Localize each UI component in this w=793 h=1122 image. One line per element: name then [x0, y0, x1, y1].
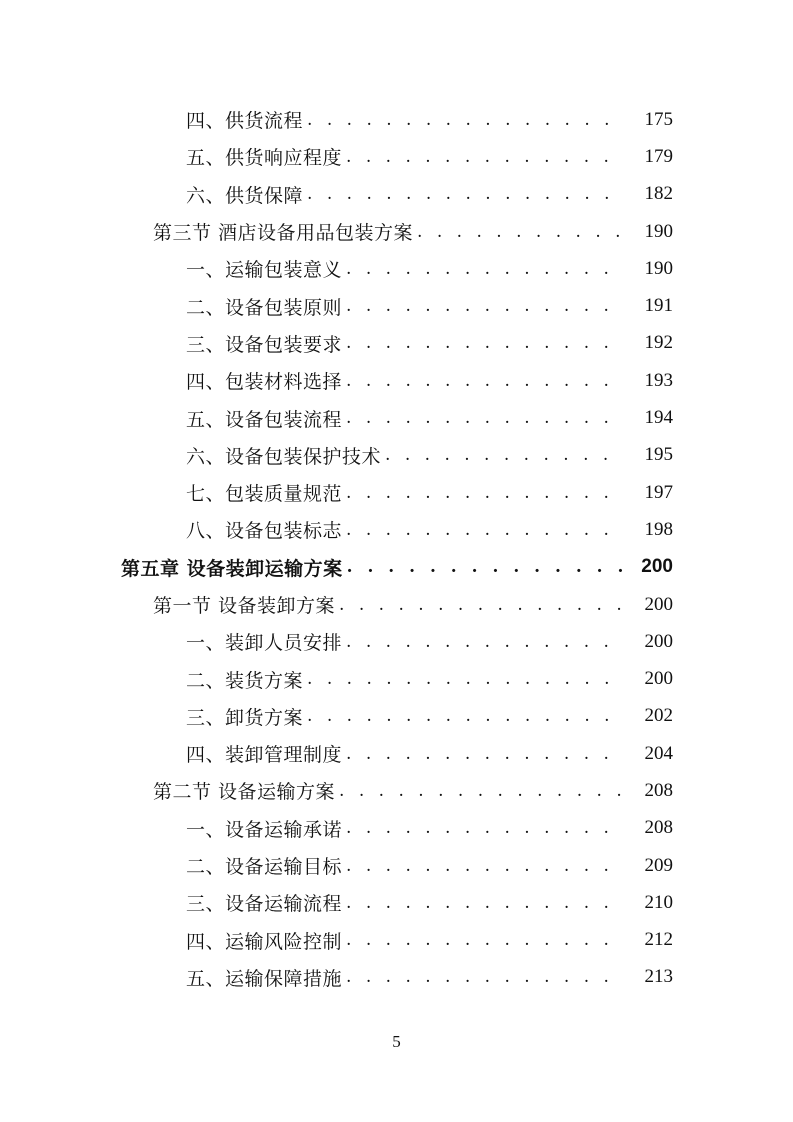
toc-dot-leader [307, 110, 623, 130]
toc-subsection-entry[interactable] [0, 884, 793, 921]
toc-entry-page-number: 191 [644, 295, 673, 317]
toc-entry-page-number: 175 [644, 108, 673, 130]
toc-chapter-entry[interactable] [0, 549, 793, 586]
toc-dot-leader [346, 856, 623, 876]
toc-dot-leader [307, 669, 623, 689]
toc-section-entry[interactable] [0, 586, 793, 623]
toc-subsection-entry[interactable] [0, 698, 793, 735]
toc-entry-page-number: 179 [644, 145, 673, 167]
toc-entry-title: 一、设备运输承诺 [186, 818, 343, 841]
toc-entry-title: 二、装货方案 [186, 669, 304, 692]
toc-entry-page-number: 204 [644, 742, 673, 764]
toc-entry-title: 二、设备包装原则 [186, 296, 343, 319]
toc-entry-page-number: 198 [644, 518, 673, 540]
toc-dot-leader [346, 967, 623, 987]
toc-subsection-entry[interactable] [0, 399, 793, 436]
toc-section-entry[interactable] [0, 213, 793, 250]
toc-subsection-entry[interactable] [0, 101, 793, 138]
toc-entry-title: 第三节 酒店设备用品包装方案 [153, 222, 414, 245]
toc-entry-title: 第五章 设备装卸运输方案 [121, 557, 343, 580]
toc-entry-title: 四、装卸管理制度 [186, 744, 343, 767]
toc-entry-title: 四、供货流程 [186, 110, 304, 133]
toc-subsection-entry[interactable] [0, 176, 793, 213]
toc-entry-title: 四、包装材料选择 [186, 371, 343, 394]
toc-dot-leader [346, 371, 623, 391]
toc-entry-title: 五、供货响应程度 [186, 147, 343, 170]
toc-dot-leader [346, 744, 623, 764]
toc-entry-title: 一、运输包装意义 [186, 259, 343, 282]
toc-subsection-entry[interactable] [0, 922, 793, 959]
toc-dot-leader [339, 595, 623, 615]
toc-subsection-entry[interactable] [0, 325, 793, 362]
toc-dot-leader [346, 818, 623, 838]
toc-subsection-entry[interactable] [0, 437, 793, 474]
toc-dot-leader [385, 445, 623, 465]
toc-entry-page-number: 200 [641, 556, 673, 578]
toc-dot-leader [307, 184, 623, 204]
toc-entry-page-number: 190 [644, 257, 673, 279]
toc-dot-leader [346, 520, 623, 540]
toc-subsection-entry[interactable] [0, 959, 793, 996]
toc-entry-title: 第一节 设备装卸方案 [153, 595, 336, 617]
toc-entry-title: 三、卸货方案 [186, 706, 304, 729]
toc-entry-title: 六、设备包装保护技术 [186, 445, 382, 468]
toc-dot-leader [346, 893, 623, 913]
toc-entry-page-number: 212 [644, 929, 673, 951]
toc-entry-title: 二、设备运输目标 [186, 856, 343, 879]
toc-entry-page-number: 195 [644, 444, 673, 466]
toc-entry-title: 四、运输风险控制 [186, 930, 343, 953]
toc-subsection-entry[interactable] [0, 474, 793, 511]
toc-dot-leader [417, 222, 623, 242]
toc-entry-page-number: 210 [644, 891, 673, 913]
toc-dot-leader [346, 408, 623, 428]
toc-entry-page-number: 208 [644, 779, 673, 801]
toc-dot-leader [346, 259, 623, 279]
toc-dot-leader [307, 706, 623, 726]
toc-entry-title: 第二节 设备运输方案 [153, 781, 336, 804]
toc-subsection-entry[interactable] [0, 847, 793, 884]
table-of-contents [0, 101, 793, 996]
toc-entry-title: 五、设备包装流程 [186, 408, 343, 431]
toc-entry-page-number: 197 [644, 481, 673, 503]
toc-subsection-entry[interactable] [0, 138, 793, 175]
toc-dot-leader [347, 557, 623, 577]
toc-entry-title: 六、供货保障 [186, 184, 304, 207]
toc-subsection-entry[interactable] [0, 660, 793, 697]
toc-entry-page-number: 208 [644, 817, 673, 839]
toc-entry-page-number: 194 [644, 407, 673, 429]
toc-entry-page-number: 209 [644, 854, 673, 876]
toc-subsection-entry[interactable] [0, 287, 793, 324]
toc-subsection-entry[interactable] [0, 511, 793, 548]
toc-subsection-entry[interactable] [0, 623, 793, 660]
toc-entry-page-number: 193 [644, 369, 673, 391]
toc-entry-title: 七、包装质量规范 [186, 483, 343, 506]
toc-entry-page-number: 182 [644, 183, 673, 205]
toc-subsection-entry[interactable] [0, 810, 793, 847]
toc-dot-leader [346, 147, 623, 167]
toc-entry-page-number: 200 [644, 630, 673, 652]
toc-entry-page-number: 200 [644, 593, 673, 615]
toc-entry-title: 三、设备包装要求 [186, 333, 343, 356]
toc-entry-page-number: 202 [644, 705, 673, 727]
toc-entry-page-number: 190 [644, 220, 673, 242]
toc-subsection-entry[interactable] [0, 735, 793, 772]
toc-entry-title: 三、设备运输流程 [186, 893, 343, 916]
toc-dot-leader [346, 632, 623, 652]
toc-dot-leader [339, 781, 623, 801]
toc-entry-title: 五、运输保障措施 [186, 967, 343, 990]
toc-dot-leader [346, 333, 623, 353]
toc-dot-leader [346, 296, 623, 316]
toc-subsection-entry[interactable] [0, 362, 793, 399]
page-number: 5 [392, 1032, 401, 1051]
toc-subsection-entry[interactable] [0, 250, 793, 287]
toc-dot-leader [346, 483, 623, 503]
toc-entry-title: 八、设备包装标志 [186, 520, 343, 543]
toc-entry-title: 一、装卸人员安排 [186, 632, 343, 655]
toc-entry-page-number: 192 [644, 332, 673, 354]
toc-dot-leader [346, 930, 623, 950]
toc-entry-page-number: 213 [644, 966, 673, 988]
toc-section-entry[interactable] [0, 772, 793, 809]
toc-entry-page-number: 200 [644, 668, 673, 690]
